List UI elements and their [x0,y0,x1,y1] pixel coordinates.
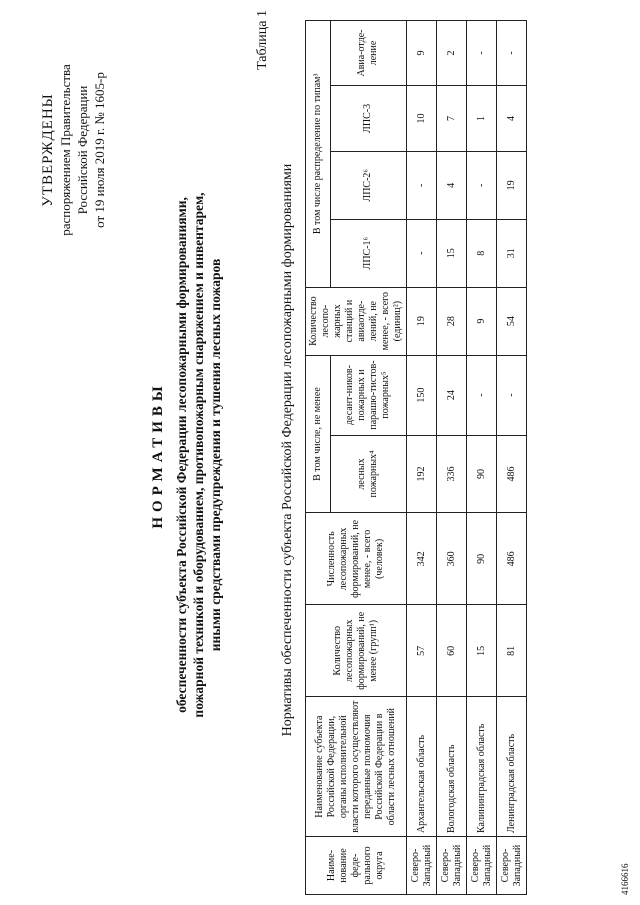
cell-lps3: 10 [407,85,437,151]
table-row [437,21,467,895]
cell-lps1: 15 [437,219,467,287]
approval-block [40,35,108,265]
cell-groups: 81 [497,605,527,697]
header-personnel: Численность лесопожарных формирований, не менее, - всего (человек) [306,513,407,605]
header-stations: Количество лесопо-жарных станций и авиаотде-лений, не менее, - всего (единиц²) [306,287,407,355]
cell-paratroopers: - [497,355,527,435]
cell-paratroopers: 150 [407,355,437,435]
cell-district: Северо-Западный [437,837,467,895]
header-avia: Авиа-отде-ление [330,21,406,86]
cell-district: Северо-Западный [407,837,437,895]
approval-heading: УТВЕРЖДЕНЫ [40,93,56,207]
table-row [467,21,497,895]
cell-foresters: 486 [497,435,527,513]
header-paratroopers: десант-ников-пожарных и парашю-тистов-пожарных⁵ [330,355,406,435]
cell-stations: 28 [437,287,467,355]
cell-personnel: 486 [497,513,527,605]
cell-personnel: 90 [467,513,497,605]
document-title [150,125,224,785]
table-row [497,21,527,895]
norms-table [305,20,527,895]
title-main: НОРМАТИВЫ [150,381,166,529]
cell-region: Вологодская область [437,697,467,837]
cell-stations: 9 [467,287,497,355]
cell-lps2: 19 [497,151,527,219]
cell-district: Северо-Западный [467,837,497,895]
table-row [407,21,437,895]
header-lps3: ЛПС-3 [330,85,406,151]
cell-foresters: 192 [407,435,437,513]
header-district: Наиме-нование феде-рального округа [306,837,407,895]
cell-personnel: 360 [437,513,467,605]
title-line: пожарной техникой и оборудованием, противопожарным снаряжением и инвентарем, [191,192,206,718]
cell-paratroopers: 24 [437,355,467,435]
header-incl-group: В том числе, не менее [306,355,331,513]
cell-groups: 15 [467,605,497,697]
cell-paratroopers: - [467,355,497,435]
cell-stations: 19 [407,287,437,355]
cell-lps1: - [407,219,437,287]
header-types-group: В том числе распределение по типам³ [306,21,331,288]
cell-lps3: 4 [497,85,527,151]
cell-lps3: 7 [437,85,467,151]
header-foresters: лесных пожарных⁴ [330,435,406,513]
header-lps1: ЛПС-1⁶ [330,219,406,287]
approval-line: от 19 июля 2019 г. № 1605-р [92,72,107,228]
approval-line: распоряжением Правительства [58,64,73,236]
cell-avia: - [467,21,497,86]
table-caption: Нормативы обеспеченности субъекта Российской Федерации лесопожарными формированиями [280,163,295,737]
table-number: Таблица 1 [255,10,270,70]
header-formations-count: Количество лесопожарных формирований, не менее (групп¹) [306,605,407,697]
cell-personnel: 342 [407,513,437,605]
cell-region: Ленинградская область [497,697,527,837]
header-lps2: ЛПС-2⁶ [330,151,406,219]
cell-district: Северо-Западный [497,837,527,895]
header-authority: Наименование субъекта Российской Федерации, органы исполнительной власти которого осуществляют переданные полномочия Российской Федерации в области лесных отношений [306,697,407,837]
cell-foresters: 90 [467,435,497,513]
cell-lps3: 1 [467,85,497,151]
cell-lps2: - [467,151,497,219]
cell-lps1: 31 [497,219,527,287]
approval-line: Российской Федерации [75,85,90,215]
cell-stations: 54 [497,287,527,355]
cell-lps2: 4 [437,151,467,219]
title-line: обеспеченности субъекта Российской Федерации лесопожарными формированиями, [174,197,189,713]
cell-avia: 9 [407,21,437,86]
cell-lps2: - [407,151,437,219]
cell-region: Архангельская область [407,697,437,837]
title-line: иными средствами предупреждения и тушения лесных пожаров [208,258,223,652]
footer-code: 4166616 [620,863,630,895]
cell-avia: 2 [437,21,467,86]
cell-foresters: 336 [437,435,467,513]
cell-avia: - [497,21,527,86]
cell-lps1: 8 [467,219,497,287]
cell-groups: 60 [437,605,467,697]
cell-region: Калининградская область [467,697,497,837]
cell-groups: 57 [407,605,437,697]
